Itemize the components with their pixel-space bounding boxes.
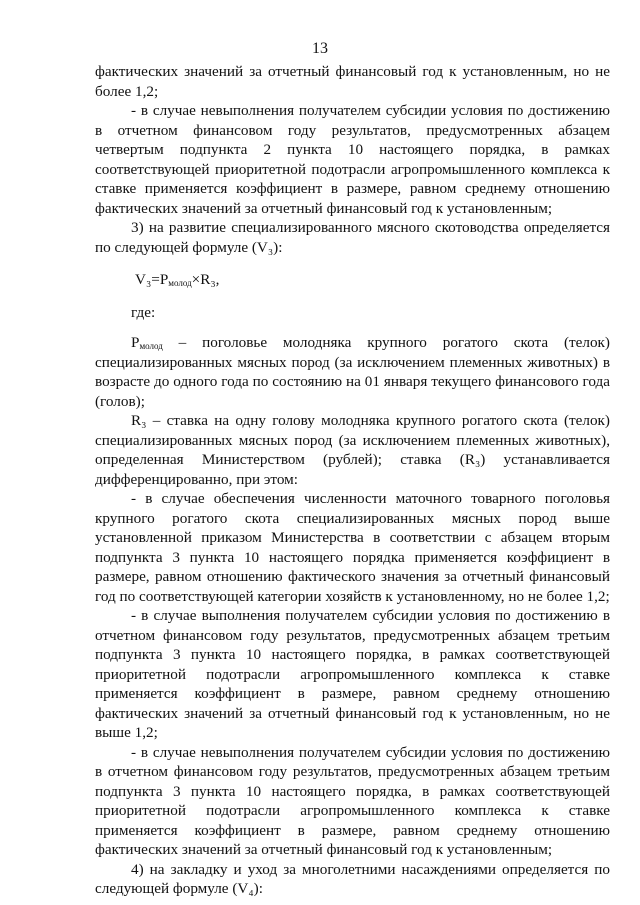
definition-r3: R₃ – ставка на одну голову молодняка крупного рогатого скота (телок) специализированных мясных пород (за исключением племенных животных), определенная Министерством (рублей); ставка (R₃) устанавливается дифференцированно, при этом: xyxy=(95,412,610,488)
paragraph-item-3: 3) на развитие специализированного мясного скотоводства определяется по следующей формуле (V₃): xyxy=(95,219,610,256)
symbol-p-molod-subscript: молод xyxy=(139,341,163,351)
symbol-p-molod: $Р_{молод}$ xyxy=(131,334,163,351)
paragraph-bullet-3: - в случае невыполнения получателем субсидии условия по достижению в отчетном финансовом году результатов, предусмотренных абзацем третьим подпункта 3 пункта 10 настоящего порядка, в рамках соответствующей приоритетной подотрасли агропромышленного комплекса к ставке применяется коэффициент в размере, равном среднему отношению фактических значений за отчетный финансовый год к установленным; xyxy=(95,743,610,858)
definition-p-molod-text: – поголовье молодняка крупного рогатого скота (телок) специализированных мясных пород (за исключением племенных животных) в возрасте до одного года по состоянию на 01 января текущего финансового года (голов); xyxy=(95,334,610,410)
paragraph-bullet-1: - в случае обеспечения численности маточного товарного поголовья крупного рогатого скота специализированных мясных пород выше установленной приказом Министерства в соответствии с абзацем вторым подпункта 3 пункта 10 настоящего порядка применяется коэффициент в размере, равном отношению фактического значения за отчетный финансовый год по соответствующей категории хозяйств к установленному, но не более 1,2; xyxy=(95,490,610,605)
paragraph-continuation: фактических значений за отчетный финансовый год к установленным, но не более 1,2; xyxy=(95,63,610,100)
paragraph-where: где: xyxy=(131,303,156,321)
spacer xyxy=(95,322,610,333)
paragraph-nonfulfillment-2: - в случае невыполнения получателем субсидии условия по достижению в отчетном финансовом году результатов, предусмотренных абзацем четвертым подпункта 2 пункта 10 настоящего порядка, в рамках соответствующей приоритетной подотрасли агропромышленного комплекса к ставке применяется коэффициент в размере, равном среднему отношению фактических значений за отчетный финансовый год к установленным; xyxy=(95,102,610,217)
paragraph-item-4: 4) на закладку и уход за многолетними насаждениями определяется по следующей формуле (V₄): xyxy=(95,860,610,897)
page-number: 13 xyxy=(312,40,328,57)
paragraph-bullet-2: - в случае выполнения получателем субсидии условия по достижению в отчетном финансовом году результатов, предусмотренных абзацем третьим подпункта 3 пункта 10 настоящего порядка, в рамках соответствующей приоритетной подотрасли агропромышленного комплекса к ставке применяется коэффициент в размере, равном среднему отношению фактических значений за отчетный финансовый год к установленным, но не выше 1,2; xyxy=(95,607,610,741)
document-body xyxy=(95,62,610,899)
formula-subscript: молод xyxy=(168,278,192,288)
definition-p-molod xyxy=(95,333,610,411)
formula-v3: $V_3=P_{молод}\times R_3$, xyxy=(135,271,220,288)
